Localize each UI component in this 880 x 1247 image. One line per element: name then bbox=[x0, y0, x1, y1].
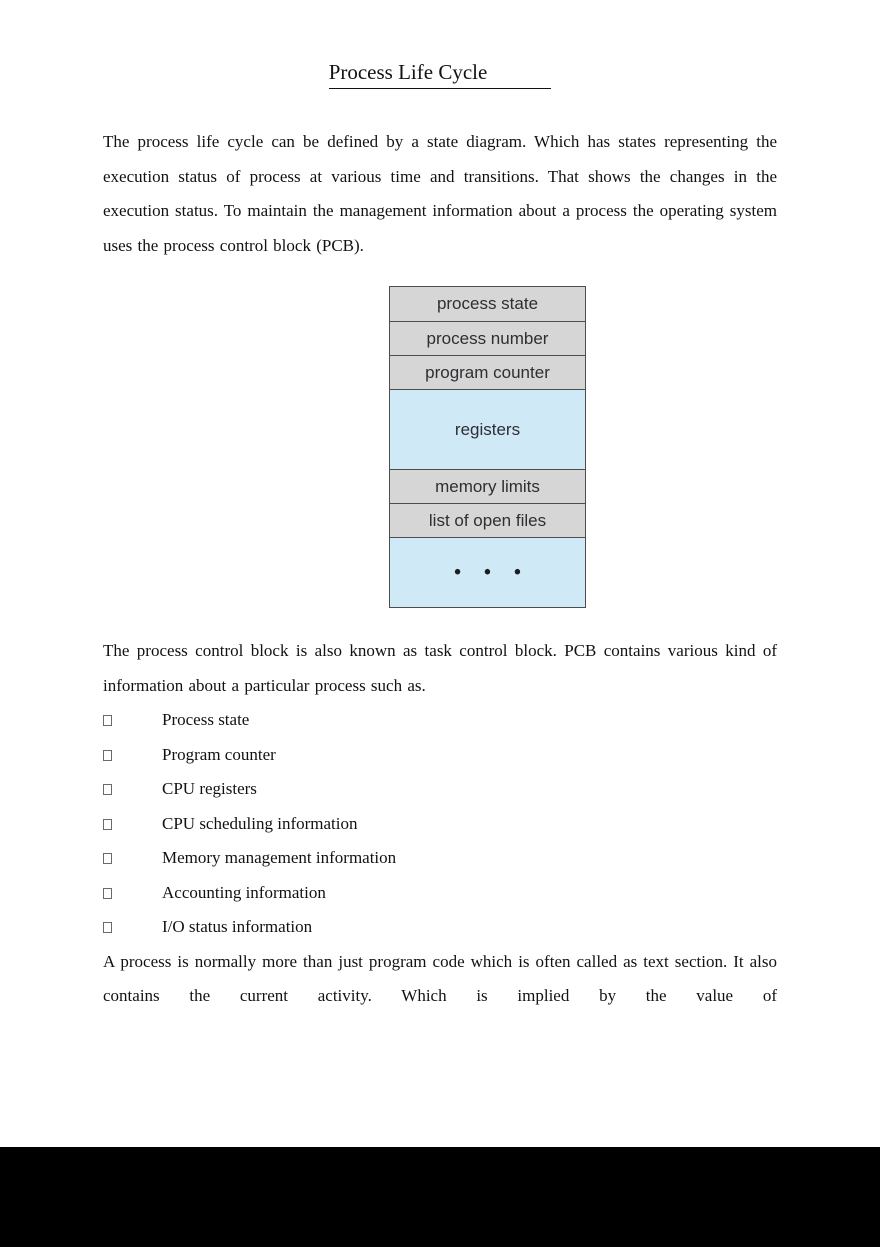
bullet-cell bbox=[103, 703, 162, 738]
list-item bbox=[103, 703, 777, 738]
square-bullet-icon bbox=[103, 784, 112, 795]
list-item bbox=[103, 841, 777, 876]
pcb-info-list bbox=[103, 703, 777, 945]
square-bullet-icon bbox=[103, 819, 112, 830]
pcb-row-process-state: process state bbox=[390, 287, 585, 321]
pcb-diagram bbox=[389, 286, 586, 608]
list-item-label: CPU registers bbox=[162, 779, 257, 798]
pcb-paragraph: The process control block is also known as task control block. PCB contains various kind of information about a particular process such as. bbox=[103, 641, 777, 695]
square-bullet-icon bbox=[103, 715, 112, 726]
bullet-cell bbox=[103, 772, 162, 807]
bullet-cell bbox=[103, 876, 162, 911]
list-item bbox=[103, 910, 777, 945]
list-item bbox=[103, 738, 777, 773]
pcb-row-ellipsis: • • • bbox=[390, 537, 585, 607]
square-bullet-icon bbox=[103, 922, 112, 933]
bullet-cell bbox=[103, 738, 162, 773]
square-bullet-icon bbox=[103, 750, 112, 761]
list-item-label: Memory management information bbox=[162, 848, 397, 867]
footer-black-bar bbox=[0, 1147, 880, 1247]
pcb-row-registers: registers bbox=[390, 389, 585, 469]
list-item bbox=[103, 876, 777, 911]
page-title bbox=[103, 60, 777, 89]
square-bullet-icon bbox=[103, 853, 112, 864]
list-item-label: I/O status information bbox=[162, 917, 313, 936]
list-item-label: Accounting information bbox=[162, 882, 326, 902]
pcb-row-memory-limits: memory limits bbox=[390, 469, 585, 503]
pcb-row-program-counter: program counter bbox=[390, 355, 585, 389]
list-item bbox=[103, 772, 777, 807]
page-title-text: Process Life Cycle bbox=[329, 60, 552, 89]
pcb-row-process-number: process number bbox=[390, 321, 585, 355]
closing-paragraph: A process is normally more than just program code which is often called as text section. It also contains the current activity. Which is implied by the value of bbox=[103, 951, 777, 1005]
bullet-cell bbox=[103, 807, 162, 842]
list-item-label: Program counter bbox=[162, 744, 276, 764]
list-item-label: CPU scheduling information bbox=[162, 813, 358, 833]
intro-paragraph: The process life cycle can be defined by a state diagram. Which has states representing the execution status of process at various time and transitions. That shows the changes in the execution status. To maintain the management information about a process the operating system uses the process control block (PCB). bbox=[103, 132, 777, 255]
list-item bbox=[103, 807, 777, 842]
list-item-label: Process state bbox=[162, 710, 250, 729]
bullet-cell bbox=[103, 841, 162, 876]
pcb-row-open-files: list of open files bbox=[390, 503, 585, 537]
square-bullet-icon bbox=[103, 888, 112, 899]
bullet-cell bbox=[103, 910, 162, 945]
